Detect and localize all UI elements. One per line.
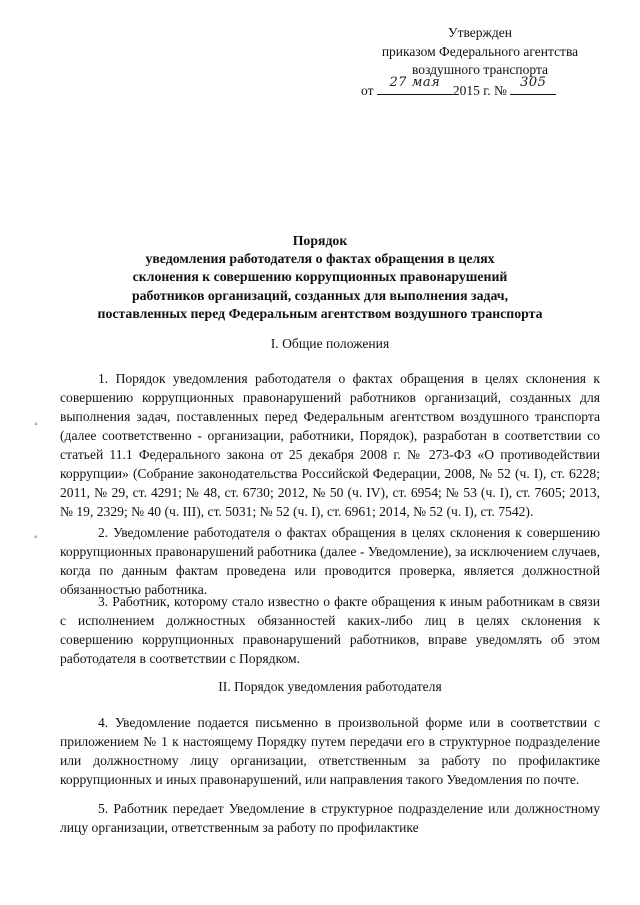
document-title bbox=[55, 232, 585, 323]
scan-mark: ◦ bbox=[34, 419, 38, 430]
date-prefix: от bbox=[361, 82, 374, 98]
date-blank bbox=[377, 75, 453, 95]
title-line-3: склонения к совершению коррупционных правонарушений bbox=[132, 269, 508, 285]
title-line-2: уведомления работодателя о фактах обращения в целях bbox=[145, 251, 495, 267]
handwritten-number: 305 bbox=[520, 75, 547, 90]
title-line-5: поставленных перед Федеральным агентством воздушного транспорта bbox=[97, 305, 543, 321]
approval-block bbox=[355, 24, 605, 100]
title-line-1: Порядок bbox=[292, 233, 348, 248]
paragraph-5: 5. Работник передает Уведомление в структурное подразделение или должностному лицу организации, ответственным за работу по профилактике bbox=[60, 801, 600, 835]
paragraph-4: 4. Уведомление подается письменно в произвольной форме или в соответствии с приложением № 1 к настоящему Порядку путем передачи его в структурное подразделение или должностному лицу организации, ответственным за работу по профилактике коррупционных и иных правонарушений, или направления такого Уведомления по почте. bbox=[60, 715, 600, 787]
title-line-4: работников организаций, созданных для выполнения задач, bbox=[131, 287, 509, 303]
approval-date-line bbox=[355, 75, 605, 101]
approval-line-3: воздушного транспорта bbox=[411, 62, 549, 77]
section-1-heading: I. Общие положения bbox=[270, 336, 390, 351]
order-year: 2015 г. № bbox=[452, 82, 507, 98]
handwritten-date: 27 мая bbox=[389, 75, 441, 90]
scan-mark: ◦ bbox=[34, 532, 38, 543]
paragraph-3: 3. Работник, которому стало известно о факте обращения к иным работникам в связи с исполнением должностных обязанностей каких-либо лиц в целях склонения к совершению коррупционных правонарушений работников, вправе уведомлять об этом работодателя в соответствии с Порядком. bbox=[60, 594, 600, 666]
section-2-heading: II. Порядок уведомления работодателя bbox=[218, 679, 442, 694]
number-blank bbox=[510, 75, 556, 95]
paragraph-1: 1. Порядок уведомления работодателя о фактах обращения в целях склонения к совершению коррупционных правонарушений работников организаций, созданных для выполнения задач, поставленных перед Федеральным агентством воздушного транспорта (далее соответственно - организации, работники, Порядок), разработан в соответствии со статьей 11.1 Федерального закона от 25 декабря 2008 г. № 273-ФЗ «О противодействии коррупции» (Собрание законодательства Российской Федерации, 2008, № 52 (ч. I), ст. 6228; 2011, № 29, ст. 4291; № 48, ст. 6730; 2012, № 50 (ч. IV), ст. 6954; № 53 (ч. I), ст. 7605; 2013, № 19, 2329; № 40 (ч. III), ст. 5031; № 52 (ч. I), ст. 6961; 2014, № 52 (ч. I), ст. 7542). bbox=[60, 371, 600, 519]
paragraph-2: 2. Уведомление работодателя о фактах обращения в целях склонения к совершению коррупционных правонарушений работника (далее - Уведомление), за исключением случаев, когда по данным фактам проведена или проводится проверка, является должностной обязанностью работника. bbox=[60, 525, 600, 597]
approval-line-1: Утвержден bbox=[448, 25, 512, 40]
approval-line-2: приказом Федерального агентства bbox=[381, 43, 579, 59]
